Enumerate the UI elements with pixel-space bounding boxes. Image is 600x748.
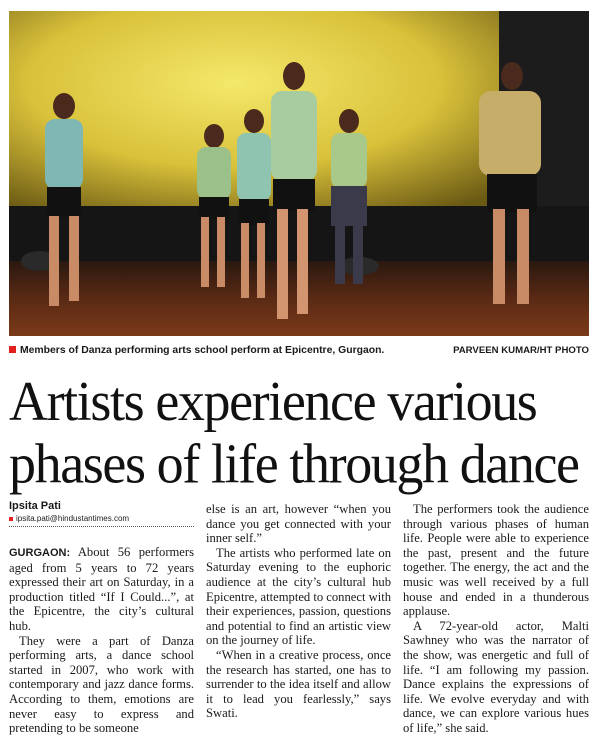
paragraph: The artists who performed late on Saturday evening to the euphoric audience at the city’s cultural hub Epicentre, attempted to connect with their experiences, passion, questions and potential to find an artistic view on the journey of life. <box>206 545 391 648</box>
photo-credit: PARVEEN KUMAR/HT PHOTO <box>453 345 589 356</box>
author-email: ipsita.pati@hindustantimes.com <box>9 514 194 523</box>
stage-photo <box>9 11 589 336</box>
photo-caption: Members of Danza performing arts school perform at Epicentre, Gurgaon. <box>20 345 385 356</box>
paragraph <box>9 545 194 634</box>
paragraph: The performers took the audience through various phases of human life. People were able to experience the past, present and the future together. The energy, the act and the music was well received by a full house and ended in a thunderous applause. <box>403 502 589 619</box>
paragraph-text: About 56 performers aged from 5 years to 72 years expressed their art on Saturday, in a production titled “If I Could...”, at the Epicentre, the city’s cultural hub. <box>9 545 194 633</box>
paragraph: They were a part of Danza performing arts, a dance school started in 2007, who work with contemporary and jazz dance forms. According to them, emotions are never easy to express and pretending to be someone <box>9 633 194 736</box>
headline-line-2: phases of life through dance <box>9 432 579 495</box>
article-column-1 <box>9 545 194 736</box>
article-column-2 <box>206 502 391 721</box>
paragraph: A 72-year-old actor, Malti Sawhney who was the narrator of the show, was energetic and full of life. “I am following my passion. Dance explains the expressions of life. We evolve everyday and with dance, we can explore various hues of life,” she said. <box>403 618 589 735</box>
byline <box>9 500 194 527</box>
byline-divider <box>9 526 194 527</box>
headline <box>9 370 594 495</box>
author-name: Ipsita Pati <box>9 500 61 512</box>
headline-line-1: Artists experience various <box>9 370 537 433</box>
article-column-3 <box>403 502 589 736</box>
caption-bullet-icon <box>9 346 16 353</box>
paragraph: else is an art, however “when you dance you get connected with your inner self.” <box>206 502 391 546</box>
dateline: GURGAON: <box>9 547 71 559</box>
stage-photo-icon <box>9 11 589 336</box>
photo-caption-row <box>9 345 589 361</box>
paragraph: “When in a creative process, once the research has started, one has to surrender to the idea itself and allow it to lead you fearlessly,” says Swati. <box>206 647 391 721</box>
